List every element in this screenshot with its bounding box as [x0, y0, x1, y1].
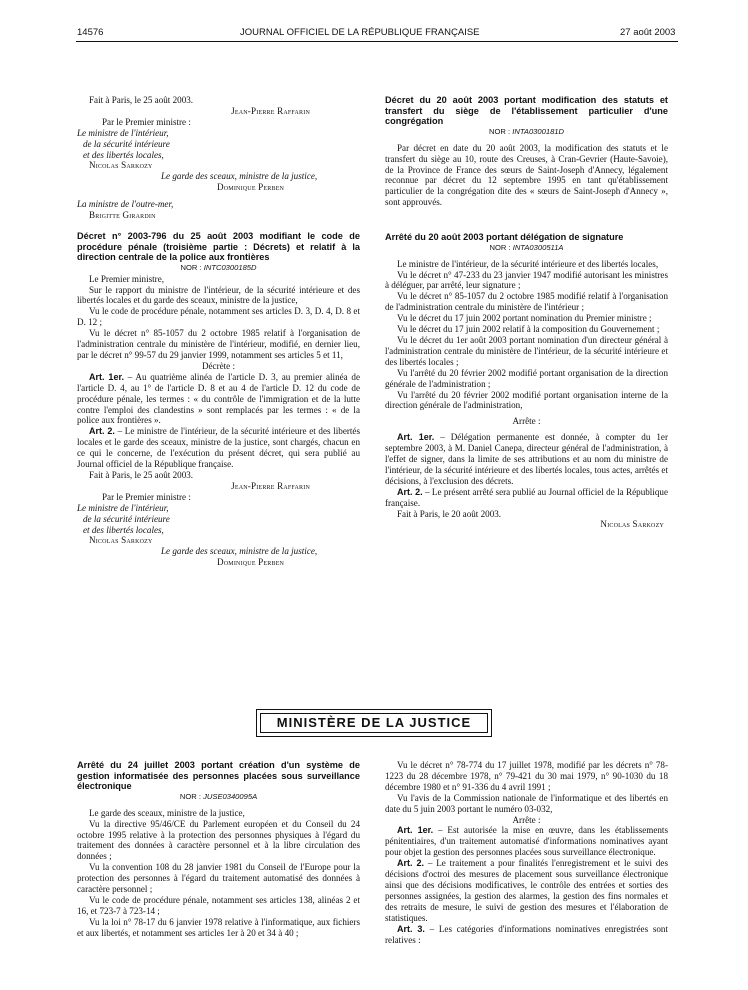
ministre-interieur-l3: et des libertés locales,	[83, 149, 164, 160]
arrete-surveillance-p2: Vu la directive 95/46/CE du Parlement européen et du Conseil du 24 octobre 1995 relative à la protection des personnes physiques à l'égard du traitement des données à caractère personnel et à la libre circulation des données ;	[77, 818, 360, 862]
right-column-top	[385, 95, 668, 530]
fait-a-paris: Fait à Paris, le 25 août 2003.	[89, 95, 194, 105]
arrete-delegation-arrete: Arrête :	[512, 416, 541, 427]
decret-796-p2: Sur le rapport du ministre de l'intérieur, de la sécurité intérieure et des libertés locales et du garde des sceaux, ministre de la justice,	[77, 284, 360, 306]
ministre-interieur-l2: de la sécurité intérieure	[83, 138, 170, 149]
signer-outremer: Brigitte Girardin	[89, 210, 156, 221]
decret-796-signer-interieur: Nicolas Sarkozy	[89, 535, 153, 546]
arrete-delegation-art1: Art. 1er. – Délégation permanente est donnée, à compter du 1er septembre 2003, à M. Daniel Canepa, directeur général de l'administration, à l'effet de signer, dans la limite de ses attributions et au nom du ministre de l'intérieur, de la sécurité intérieure et des libertés locales, tous actes, arrêtés et décisions, à l'exclusion des décrets.	[385, 432, 668, 486]
ministre-outremer: La ministre de l'outre-mer,	[77, 199, 174, 210]
decret-congregation-nor: NOR : INTA0300181D	[488, 126, 564, 136]
arrete-surveillance-p3: Vu la convention 108 du 28 janvier 1981 du Conseil de l'Europe pour la protection des personnes à l'égard du traitement automatisé des données à caractère personnel ;	[77, 862, 360, 895]
left-column-bottom	[77, 760, 360, 939]
decret-congregation-title: Décret du 20 août 2003 portant modification des statuts et transfert du siège de l'établissement particulier d'une congrégation	[385, 95, 668, 127]
issue-date: 27 août 2003	[620, 27, 676, 38]
decret-796-title: Décret n° 2003-796 du 25 août 2003 modifiant le code de procédure pénale (troisième partie : Décrets) et relatif à la direction centrale de la police aux frontières	[77, 230, 360, 263]
arrete-surveillance-title: Arrêté du 24 juillet 2003 portant création d'un système de gestion informatisée des personnes placées sous surveillance électronique	[77, 760, 360, 792]
arrete-delegation-p6: Vu le décret du 1er août 2003 portant nomination d'un directeur général à l'administration centrale du ministère de l'intérieur, de la sécurité intérieure et des libertés locales ;	[385, 334, 668, 367]
decret-congregation-text: Par décret en date du 20 août 2003, la modification des statuts et le transfert du siège au 10, route des Creuses, à Cran-Gevrier (Haute-Savoie), de la Province de France des sœurs de Saint-Joseph d'Annecy, légalement reconnue par décret du 12 septembre 1995 en tant qu'établissement particulier de la congrégation dite des « sœurs de Saint-Joseph d'Annecy », sont approuvés.	[385, 142, 668, 208]
arrete-delegation-art2: Art. 2. – Le présent arrêté sera publié au Journal officiel de la République française.	[385, 486, 668, 508]
arrete-surveillance-art2: Art. 2. – Le traitement a pour finalités l'enregistrement et le suivi des décisions d'octroi des mesures de placement sous surveillance électronique ainsi que des décisions modificatives, le contrôle des entrées et sorties des personnes assignées, la gestion des alarmes, la gestion des fins normales et des retraits de mesure, le suivi de gestion des mesures et l'élaboration de statistiques.	[385, 858, 669, 923]
ministry-heading: MINISTÈRE DE LA JUSTICE	[260, 713, 488, 733]
journal-title: JOURNAL OFFICIEL DE LA RÉPUBLIQUE FRANÇAISE	[240, 27, 480, 38]
header-rule	[76, 41, 678, 42]
decret-796-decrete: Décrète :	[201, 360, 236, 371]
decret-796-par-pm: Par le Premier ministre :	[102, 491, 191, 502]
arrete-delegation-p7: Vu l'arrêté du 20 février 2002 modifié portant organisation de la direction générale de l'administration ;	[385, 367, 668, 389]
decret-796-signer-justice: Dominique Perben	[217, 557, 285, 568]
decret-796-nor: NOR : INTC0300185D	[180, 262, 257, 272]
decret-796-garde-sceaux: Le garde des sceaux, ministre de la justice,	[161, 546, 318, 557]
signer-interieur: Nicolas Sarkozy	[89, 160, 153, 171]
page-number: 14576	[77, 27, 104, 38]
decret-796-fait: Fait à Paris, le 25 août 2003.	[89, 469, 194, 480]
arrete-delegation-p8: Vu l'arrêté du 20 février 2002 modifié portant organisation interne de la direction générale de l'administration,	[385, 389, 668, 411]
arrete-surveillance-p5: Vu la loi n° 78-17 du 6 janvier 1978 relative à l'informatique, aux fichiers et aux libertés, et notamment ses articles 1er à 20 et 34 à 40 ;	[77, 916, 360, 938]
arrete-surveillance-arrete: Arrête :	[512, 814, 541, 825]
par-premier-ministre: Par le Premier ministre :	[102, 116, 191, 127]
signer-pm: Jean-Pierre Raffarin	[231, 105, 310, 116]
arrete-delegation-p5: Vu le décret du 17 juin 2002 relatif à la composition du Gouvernement ;	[397, 324, 660, 335]
decret-796-art2: Art. 2. – Le ministre de l'intérieur, de la sécurité intérieure et des libertés locales et le garde des sceaux, ministre de la justice, sont chargés, chacun en ce qui le concerne, de l'exécution du présent décret, qui sera publié au Journal officiel de la République française.	[77, 426, 360, 470]
arrete-delegation-signer: Nicolas Sarkozy	[600, 519, 664, 530]
arrete-delegation-p2: Vu le décret n° 47-233 du 23 janvier 1947 modifié autorisant les ministres à déléguer, par arrêté, leur signature ;	[385, 269, 668, 291]
decret-796-p1: Le Premier ministre,	[89, 273, 165, 284]
garde-des-sceaux: Le garde des sceaux, ministre de la justice,	[161, 171, 318, 182]
arrete-surveillance-p7: Vu l'avis de la Commission nationale de l'informatique et des libertés en date du 5 juin 2003 portant le numéro 03-032,	[385, 792, 668, 814]
arrete-delegation-p4: Vu le décret du 17 juin 2002 portant nomination du Premier ministre ;	[397, 313, 652, 324]
arrete-surveillance-p1: Le garde des sceaux, ministre de la justice,	[89, 807, 245, 818]
arrete-surveillance-p6: Vu le décret n° 78-774 du 17 juillet 1978, modifié par les décrets n° 78-1223 du 28 décembre 1978, n° 79-421 du 30 mai 1979, n° 90-1030 du 18 décembre 1980 et n° 91-336 du 4 avril 1991 ;	[385, 760, 668, 792]
arrete-delegation-title: Arrêté du 20 août 2003 portant délégation de signature	[385, 232, 624, 243]
decret-796-min-l3: et des libertés locales,	[83, 524, 164, 535]
signer-justice: Dominique Perben	[217, 182, 285, 193]
right-column-bottom	[385, 760, 668, 945]
arrete-delegation-nor: NOR : INTA0300511A	[489, 242, 564, 252]
decret-796-signer-pm: Jean-Pierre Raffarin	[231, 480, 310, 491]
arrete-surveillance-p4: Vu le code de procédure pénale, notamment ses articles 138, alinéas 2 et 16, et 723-7 à 723-14 ;	[77, 894, 360, 916]
ministry-heading-box	[256, 709, 492, 737]
ministre-interieur-l1: Le ministre de l'intérieur,	[77, 127, 169, 138]
decret-796-p3: Vu le code de procédure pénale, notamment ses articles D. 3, D. 4, D. 8 et D. 12 ;	[77, 306, 360, 328]
previous-text-signatures	[77, 95, 360, 221]
left-column-top	[77, 95, 360, 568]
arrete-delegation-p3: Vu le décret n° 85-1057 du 2 octobre 1985 modifié relatif à l'organisation de l'administration centrale du ministère de l'intérieur ;	[385, 291, 668, 313]
decret-796-p4: Vu le décret n° 85-1057 du 2 octobre 1985 relatif à l'organisation de l'administration centrale du ministère de l'intérieur, modifié, en dernier lieu, par le décret n° 99-57 du 29 janvier 1999, notamment ses articles 5 et 11,	[77, 328, 360, 360]
arrete-surveillance-nor: NOR : JUSE0340095A	[179, 791, 258, 801]
decret-796-min-l1: Le ministre de l'intérieur,	[77, 502, 169, 513]
arrete-delegation-p1: Le ministre de l'intérieur, de la sécurité intérieure et des libertés locales,	[397, 258, 659, 269]
arrete-surveillance-art1: Art. 1er. – Est autorisée la mise en œuvre, dans les établissements pénitentiaires, d'un traitement automatisé d'informations nominatives ayant pour objet la gestion des personnes placées sous surveillance électronique.	[385, 825, 668, 858]
arrete-delegation-fait: Fait à Paris, le 20 août 2003.	[397, 508, 502, 519]
decret-796-min-l2: de la sécurité intérieure	[83, 513, 170, 524]
decret-796-art1: Art. 1er. – Au quatrième alinéa de l'article D. 3, au premier alinéa de l'article D. 4, au 1° de l'article D. 8 et au 4 de l'article D. 12 du code de procédure pénale, les termes : « du contrôle de l'immigration et de la lutte contre l'emploi des clandestins » sont remplacés par les termes : « de la police aux frontières ».	[77, 371, 360, 426]
arrete-surveillance-art3: Art. 3. – Les catégories d'informations nominatives enregistrées sont relatives :	[385, 923, 668, 945]
